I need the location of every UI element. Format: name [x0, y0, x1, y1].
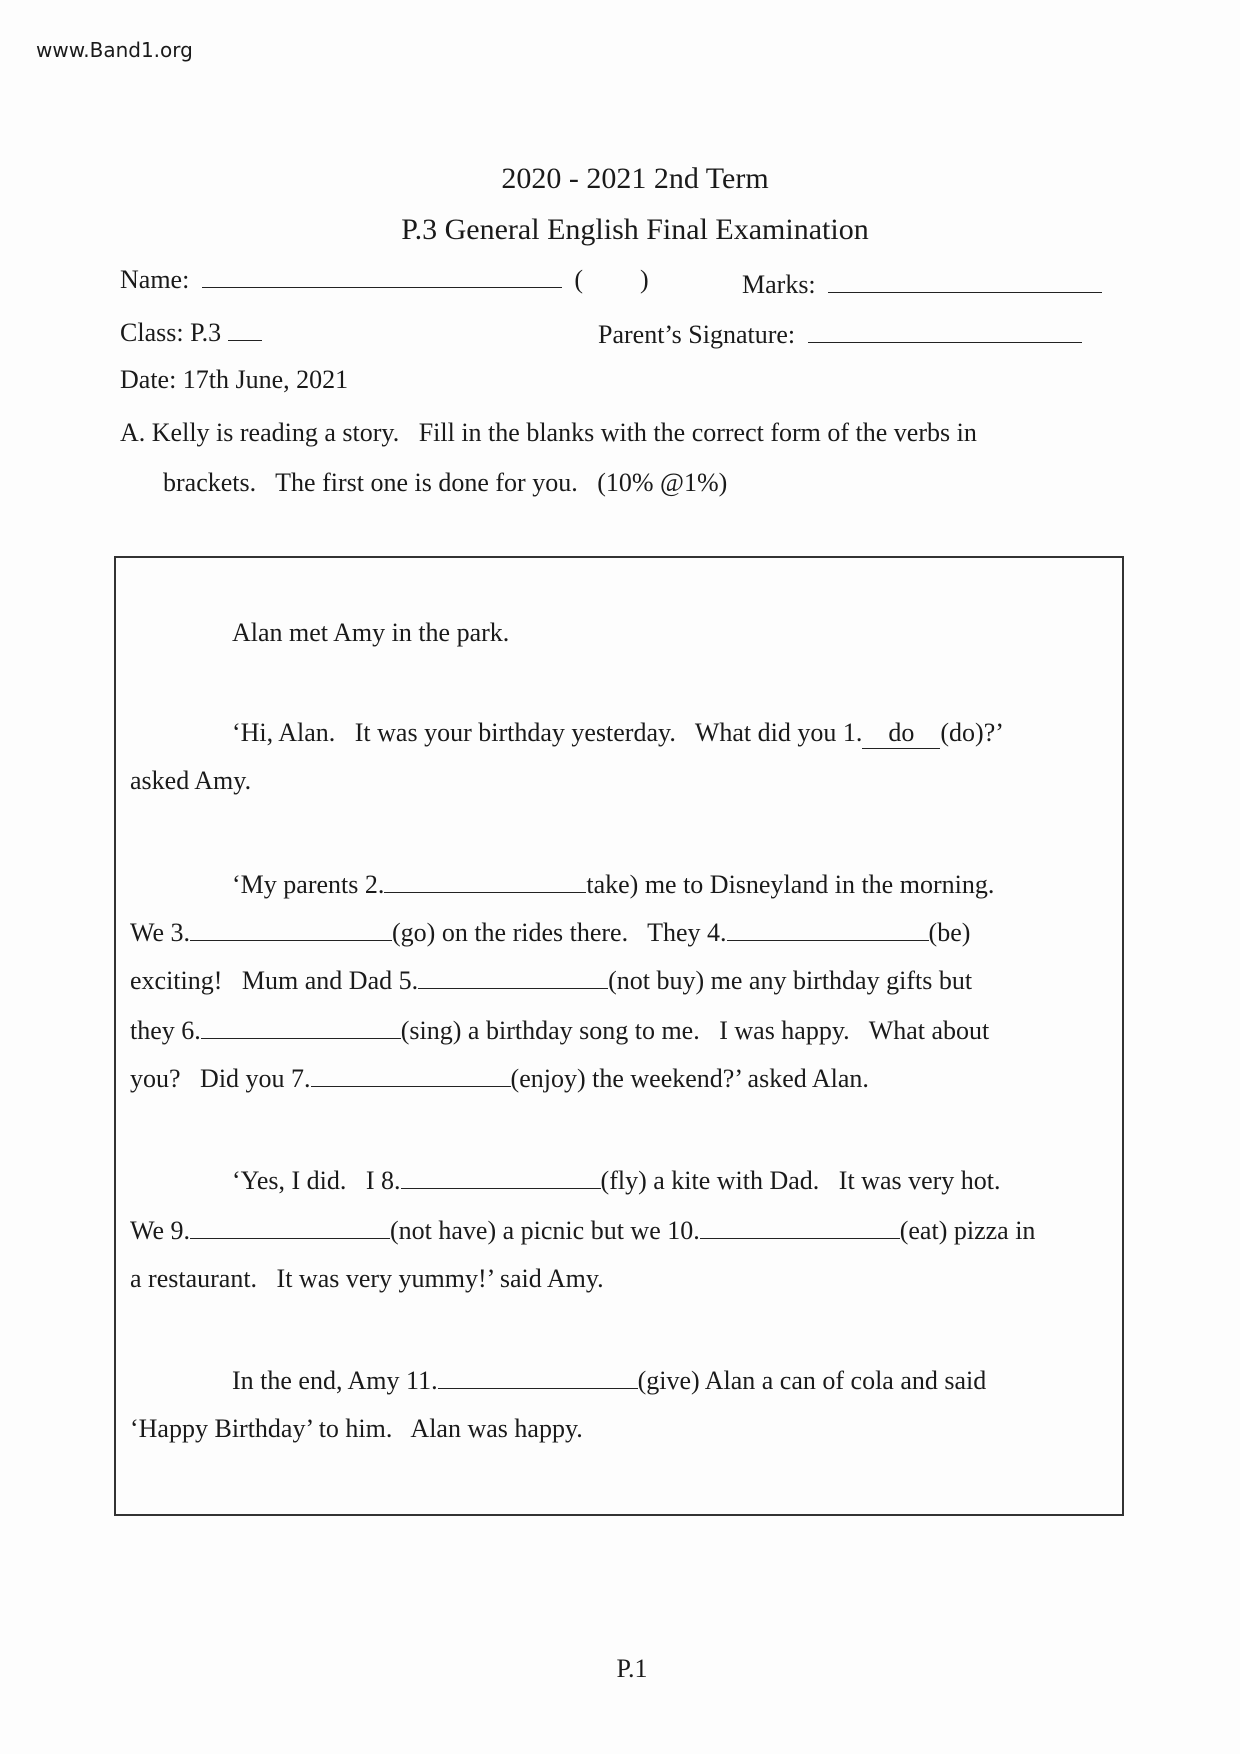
- story-intro: Alan met Amy in the park.: [232, 618, 510, 647]
- class-number-open: (: [574, 265, 583, 294]
- story-line: [130, 918, 970, 948]
- parent-signature-field: [598, 320, 1082, 350]
- class-label: Class: P.3: [120, 318, 222, 347]
- story-text: (be): [928, 918, 971, 947]
- exam-term: 2020 - 2021 2nd Term: [501, 162, 769, 195]
- section-a-instruction-line2: brackets. The first one is done for you. (10% @1%): [163, 468, 728, 497]
- story-box: [114, 556, 1124, 1516]
- name-label: Name:: [120, 265, 190, 294]
- story-text: (go) on the rides there. They 4.: [392, 918, 727, 947]
- story-line: [130, 966, 972, 996]
- story-line: asked Amy.: [130, 766, 252, 795]
- class-number-close: ): [639, 265, 649, 294]
- story-text: (do)?’: [940, 718, 1004, 747]
- blank-9[interactable]: [190, 1216, 390, 1239]
- story-line: [130, 1016, 989, 1046]
- story-line: [130, 1064, 869, 1094]
- story-text: exciting! Mum and Dad 5.: [130, 966, 419, 995]
- name-field: [120, 265, 649, 295]
- marks-input-line[interactable]: [828, 291, 1102, 293]
- story-text: We 9.: [130, 1216, 190, 1245]
- story-text: (enjoy) the weekend?’ asked Alan.: [510, 1064, 869, 1093]
- story-text: take) me to Disneyland in the morning.: [586, 870, 995, 899]
- story-line: [232, 1166, 1001, 1196]
- story-line: [232, 1366, 986, 1396]
- name-input-line[interactable]: [202, 286, 562, 288]
- blank-6[interactable]: [201, 1016, 401, 1039]
- story-text: (give) Alan a can of cola and said: [637, 1366, 987, 1395]
- class-input-line[interactable]: [228, 339, 262, 341]
- story-text: (fly) a kite with Dad. It was very hot.: [600, 1166, 1001, 1195]
- instruction-text: Kelly is reading a story. Fill in the blanks with the correct form of the verbs in: [151, 418, 977, 447]
- exam-title: P.3 General English Final Examination: [401, 213, 869, 246]
- blank-2[interactable]: [384, 870, 586, 893]
- story-text: you? Did you 7.: [130, 1064, 311, 1093]
- story-line: [232, 718, 1004, 749]
- blank-5[interactable]: [418, 966, 608, 989]
- parent-signature-line[interactable]: [808, 341, 1082, 343]
- website-watermark: www.Band1.org: [36, 38, 193, 62]
- marks-field: [742, 270, 1102, 300]
- marks-label: Marks:: [742, 270, 816, 299]
- blank-7[interactable]: [311, 1064, 511, 1087]
- story-text: (not buy) me any birthday gifts but: [608, 966, 973, 995]
- exam-date: Date: 17th June, 2021: [120, 365, 349, 394]
- story-text: ‘Hi, Alan. It was your birthday yesterday. What did you 1.: [232, 718, 863, 747]
- blank-4[interactable]: [727, 918, 929, 941]
- parent-signature-label: Parent’s Signature:: [598, 320, 796, 349]
- story-text: (eat) pizza in: [899, 1216, 1036, 1245]
- class-field: [120, 318, 262, 348]
- story-line: a restaurant. It was very yummy!’ said Amy.: [130, 1264, 604, 1293]
- blank-3[interactable]: [190, 918, 392, 941]
- story-text: they 6.: [130, 1016, 201, 1045]
- story-line: [232, 870, 994, 900]
- story-text: We 3.: [130, 918, 190, 947]
- page-number: P.1: [616, 1654, 648, 1683]
- story-line: ‘Happy Birthday’ to him. Alan was happy.: [130, 1414, 583, 1443]
- blank-10[interactable]: [700, 1216, 900, 1239]
- story-text: (sing) a birthday song to me. I was happy. What about: [400, 1016, 990, 1045]
- story-text: ‘Yes, I did. I 8.: [232, 1166, 401, 1195]
- story-text: ‘My parents 2.: [232, 870, 385, 899]
- story-text: (not have) a picnic but we 10.: [390, 1216, 700, 1245]
- section-a-instruction-line1: [120, 418, 977, 448]
- blank-8[interactable]: [401, 1166, 601, 1189]
- story-text: In the end, Amy 11.: [232, 1366, 438, 1395]
- section-letter: A.: [120, 418, 146, 447]
- blank-11[interactable]: [438, 1366, 638, 1389]
- blank-1-answer: do: [862, 718, 940, 749]
- story-line: [130, 1216, 1035, 1246]
